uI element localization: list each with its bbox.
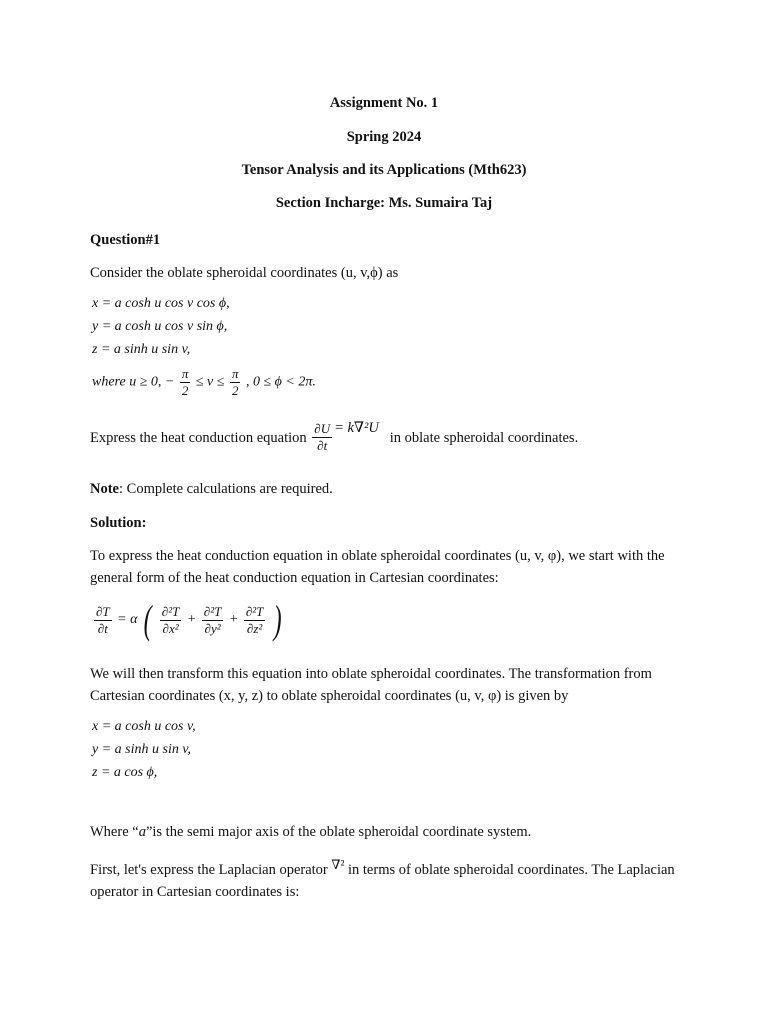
- term-title: Spring 2024: [346, 129, 422, 145]
- solution-heading: Solution:: [90, 515, 147, 531]
- incharge-title: Section Incharge: Ms. Sumaira Taj: [275, 195, 493, 211]
- note-label: Note: [90, 481, 119, 497]
- heat-numerator: ∂U: [314, 421, 331, 436]
- cart-t2-num: ∂²T: [203, 603, 222, 619]
- heat-denominator: ∂t: [317, 438, 328, 453]
- pi-over-two-1: [180, 366, 191, 399]
- two-denominator-2: 2: [231, 383, 239, 398]
- left-paren: (: [143, 597, 152, 642]
- equation-x: x = a cosh u cos v cos ϕ,: [92, 296, 230, 311]
- cart-t3-den: ∂z²: [246, 620, 263, 636]
- note-text: : Complete calculations are required.: [119, 481, 333, 497]
- where-a: a: [138, 824, 146, 840]
- plus-1: +: [186, 612, 197, 628]
- heat-derivative: [312, 421, 332, 454]
- pi-numerator-2: π: [231, 366, 239, 381]
- express-statement: [90, 420, 690, 458]
- cart-t1-den: ∂x²: [162, 620, 179, 636]
- cart-term-2: [202, 604, 224, 637]
- cartesian-heat-equation: [92, 597, 284, 642]
- cart-term-3: [244, 604, 266, 637]
- express-after: in oblate spheroidal coordinates.: [389, 430, 579, 446]
- para3-after: in terms of oblate spheroidal coordinates. The Laplacian operator in Cartesian coordinates is:: [90, 862, 675, 900]
- where-line: [90, 821, 690, 843]
- equation-where: [92, 366, 316, 399]
- express-before: Express the heat conduction equation: [90, 430, 307, 446]
- where-prefix: where u ≥ 0, −: [92, 374, 175, 390]
- plus-2: +: [228, 612, 239, 628]
- para3-before: First, let's express the Laplacian operator: [90, 862, 328, 878]
- question-intro: Consider the oblate spheroidal coordinates (u, v,ϕ) as: [90, 265, 399, 281]
- two-denominator: 2: [181, 383, 189, 398]
- question-heading: Question#1: [90, 232, 161, 248]
- course-title: Tensor Analysis and its Applications (Mth623): [241, 162, 527, 178]
- transform-z: z = a cos ϕ,: [92, 765, 158, 780]
- cart-t2-den: ∂y²: [204, 620, 221, 636]
- cart-lhs-num: ∂T: [96, 603, 110, 619]
- cart-lhs: [94, 604, 112, 637]
- where-after: ”is the semi major axis of the oblate spheroidal coordinate system.: [145, 824, 532, 840]
- where-before: Where “: [90, 824, 139, 840]
- cart-t3-num: ∂²T: [245, 603, 264, 619]
- transform-x: x = a cosh u cos v,: [92, 719, 196, 734]
- pi-numerator: π: [181, 366, 189, 381]
- where-mid: ≤ v ≤: [195, 374, 225, 390]
- assignment-title: Assignment No. 1: [329, 95, 439, 111]
- cart-lhs-den: ∂t: [97, 620, 108, 636]
- heat-rhs: = k∇²U: [334, 420, 379, 436]
- cart-t1-num: ∂²T: [161, 603, 180, 619]
- solution-paragraph-1: To express the heat conduction equation in oblate spheroidal coordinates (u, v, φ), we start with the general form of the heat conduction equation in Cartesian coordinates:: [90, 548, 665, 586]
- right-paren: ): [273, 597, 282, 642]
- solution-paragraph-2: We will then transform this equation into oblate spheroidal coordinates. The transformation from Cartesian coordinates (x, y, z) to oblate spheroidal coordinates (u, v, φ) is given by: [90, 666, 652, 704]
- cart-term-1: [160, 604, 182, 637]
- cart-eq: = α: [117, 612, 138, 628]
- pi-over-two-2: [230, 366, 241, 399]
- where-suffix: , 0 ≤ ϕ < 2π.: [245, 374, 316, 390]
- transform-y: y = a sinh u sin v,: [92, 742, 192, 757]
- solution-paragraph-3: [90, 859, 690, 903]
- note-line: [90, 478, 690, 500]
- equation-z: z = a sinh u sin v,: [92, 342, 191, 357]
- laplacian-operator: ∇²: [331, 857, 345, 872]
- equation-y: y = a cosh u cos v sin ϕ,: [92, 319, 228, 334]
